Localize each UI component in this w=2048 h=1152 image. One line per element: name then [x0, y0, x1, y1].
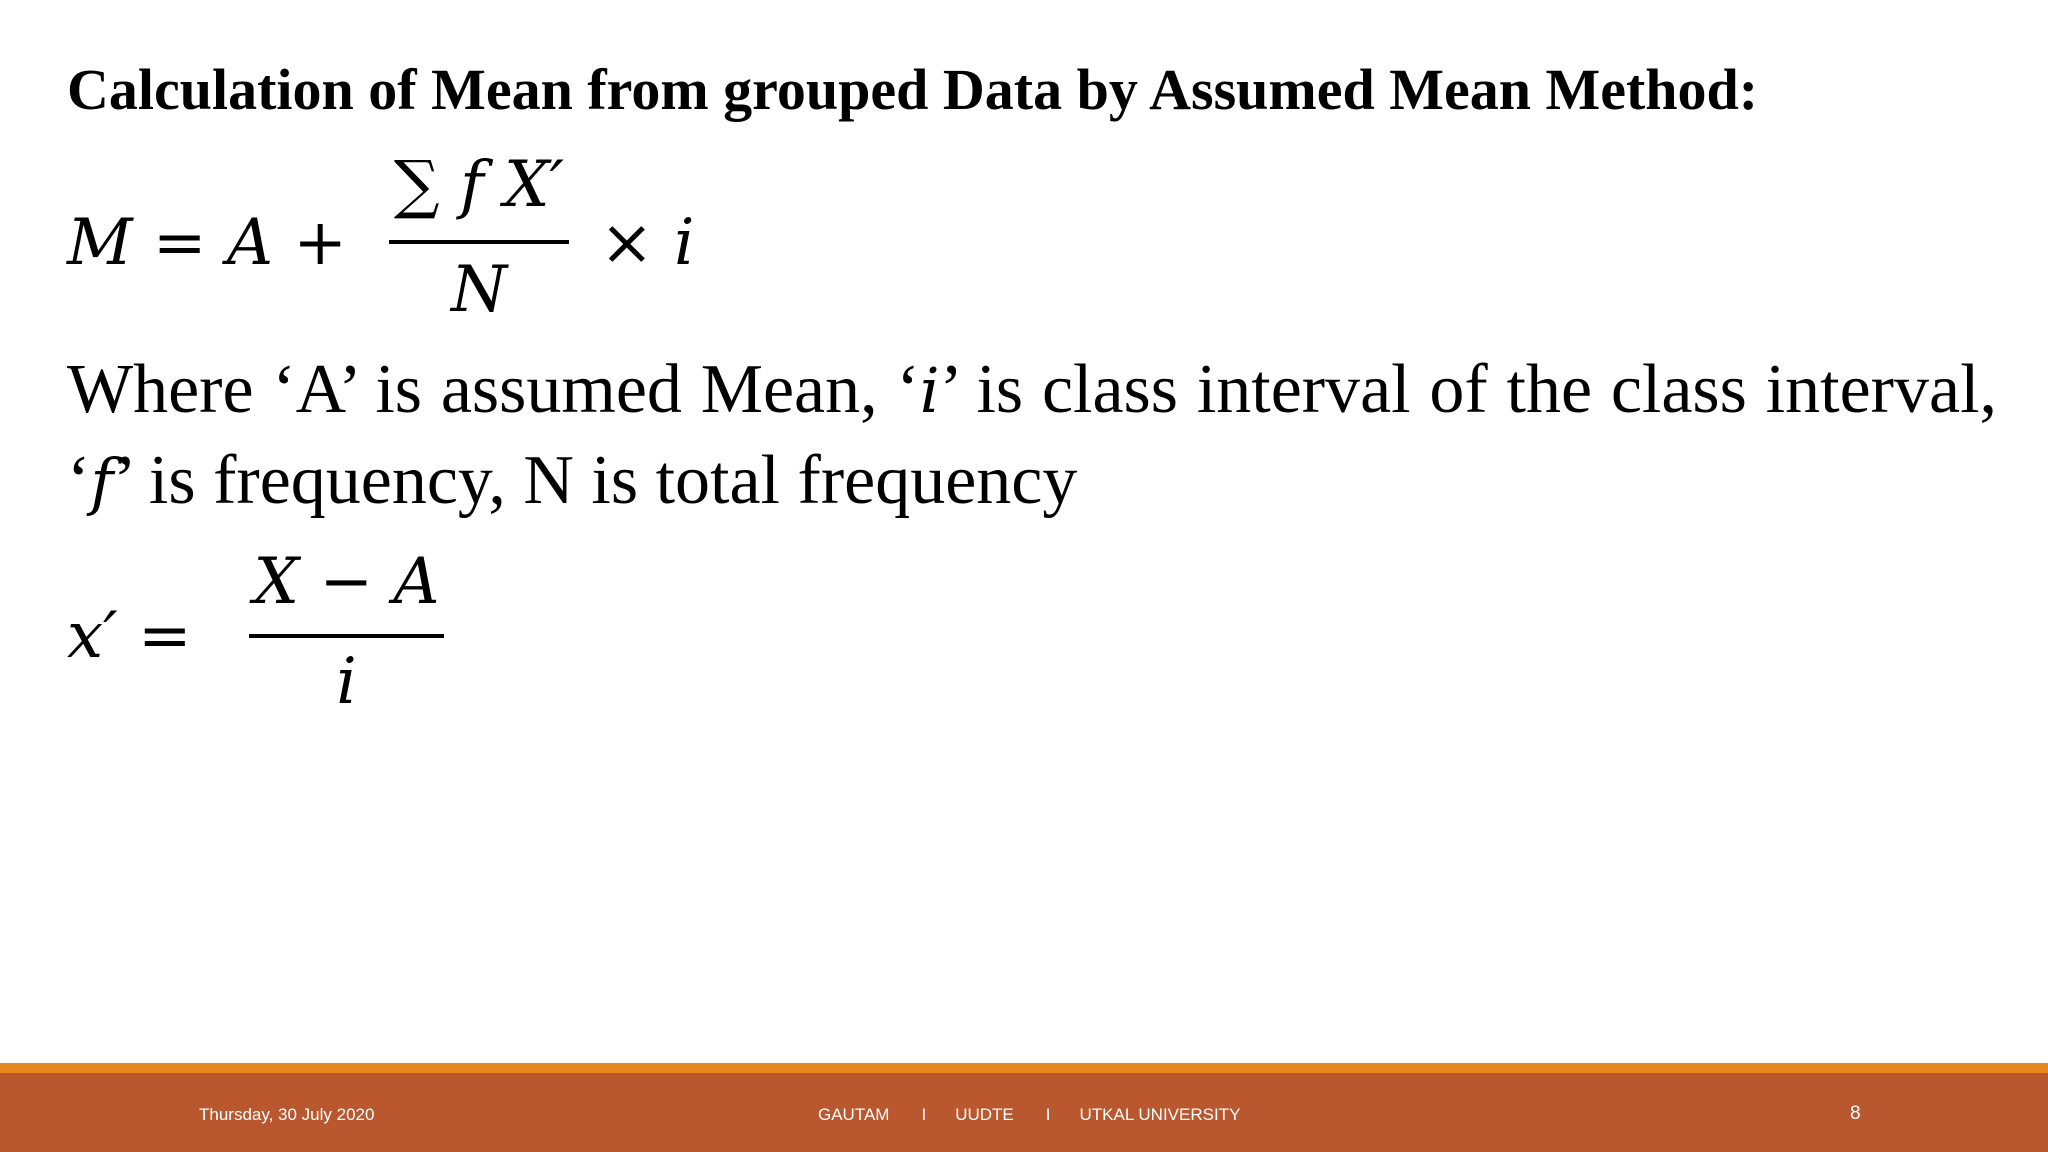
- definition-text-3: ’ is frequency, N is total frequency: [113, 442, 1078, 519]
- footer-center-text: [818, 1105, 1240, 1125]
- deviation-formula-fraction: [249, 540, 444, 720]
- fraction-bar: [389, 240, 569, 244]
- mean-formula: [67, 145, 767, 335]
- definition-paragraph: [67, 345, 1997, 527]
- deviation-formula-numerator: X − A: [253, 545, 440, 619]
- footer-accent-stripe: [0, 1063, 2048, 1073]
- definition-var-i: i: [919, 354, 940, 427]
- fraction-bar: [249, 634, 444, 638]
- footer-university: UTKAL UNIVERSITY: [1079, 1105, 1241, 1124]
- deviation-formula-denominator: i: [336, 645, 357, 719]
- mean-formula-fraction: [389, 145, 569, 335]
- definition-var-f: f: [90, 445, 114, 518]
- mean-formula-denominator: N: [451, 253, 507, 327]
- slide-title: Calculation of Mean from grouped Data by Assumed Mean Method:: [67, 57, 1759, 122]
- footer-bar: [0, 1073, 2048, 1152]
- footer-separator: I: [921, 1105, 927, 1124]
- definition-text-1: Where ‘A’ is assumed Mean, ‘: [67, 351, 920, 428]
- footer-separator: I: [1045, 1105, 1051, 1124]
- page-number: 8: [1850, 1103, 1861, 1124]
- mean-formula-numerator: ∑ f X′: [393, 148, 565, 222]
- footer-date: Thursday, 30 July 2020: [199, 1105, 375, 1124]
- deviation-formula: [67, 540, 567, 720]
- definition-text-2: ’ is class interval of the class interval, ‘: [67, 351, 1998, 519]
- mean-formula-lhs: M = A +: [67, 206, 348, 280]
- footer-author: GAUTAM: [818, 1105, 890, 1124]
- deviation-formula-lhs: x′ =: [67, 599, 192, 673]
- footer-department: UUDTE: [955, 1105, 1014, 1124]
- mean-formula-rhs: × i: [600, 206, 695, 280]
